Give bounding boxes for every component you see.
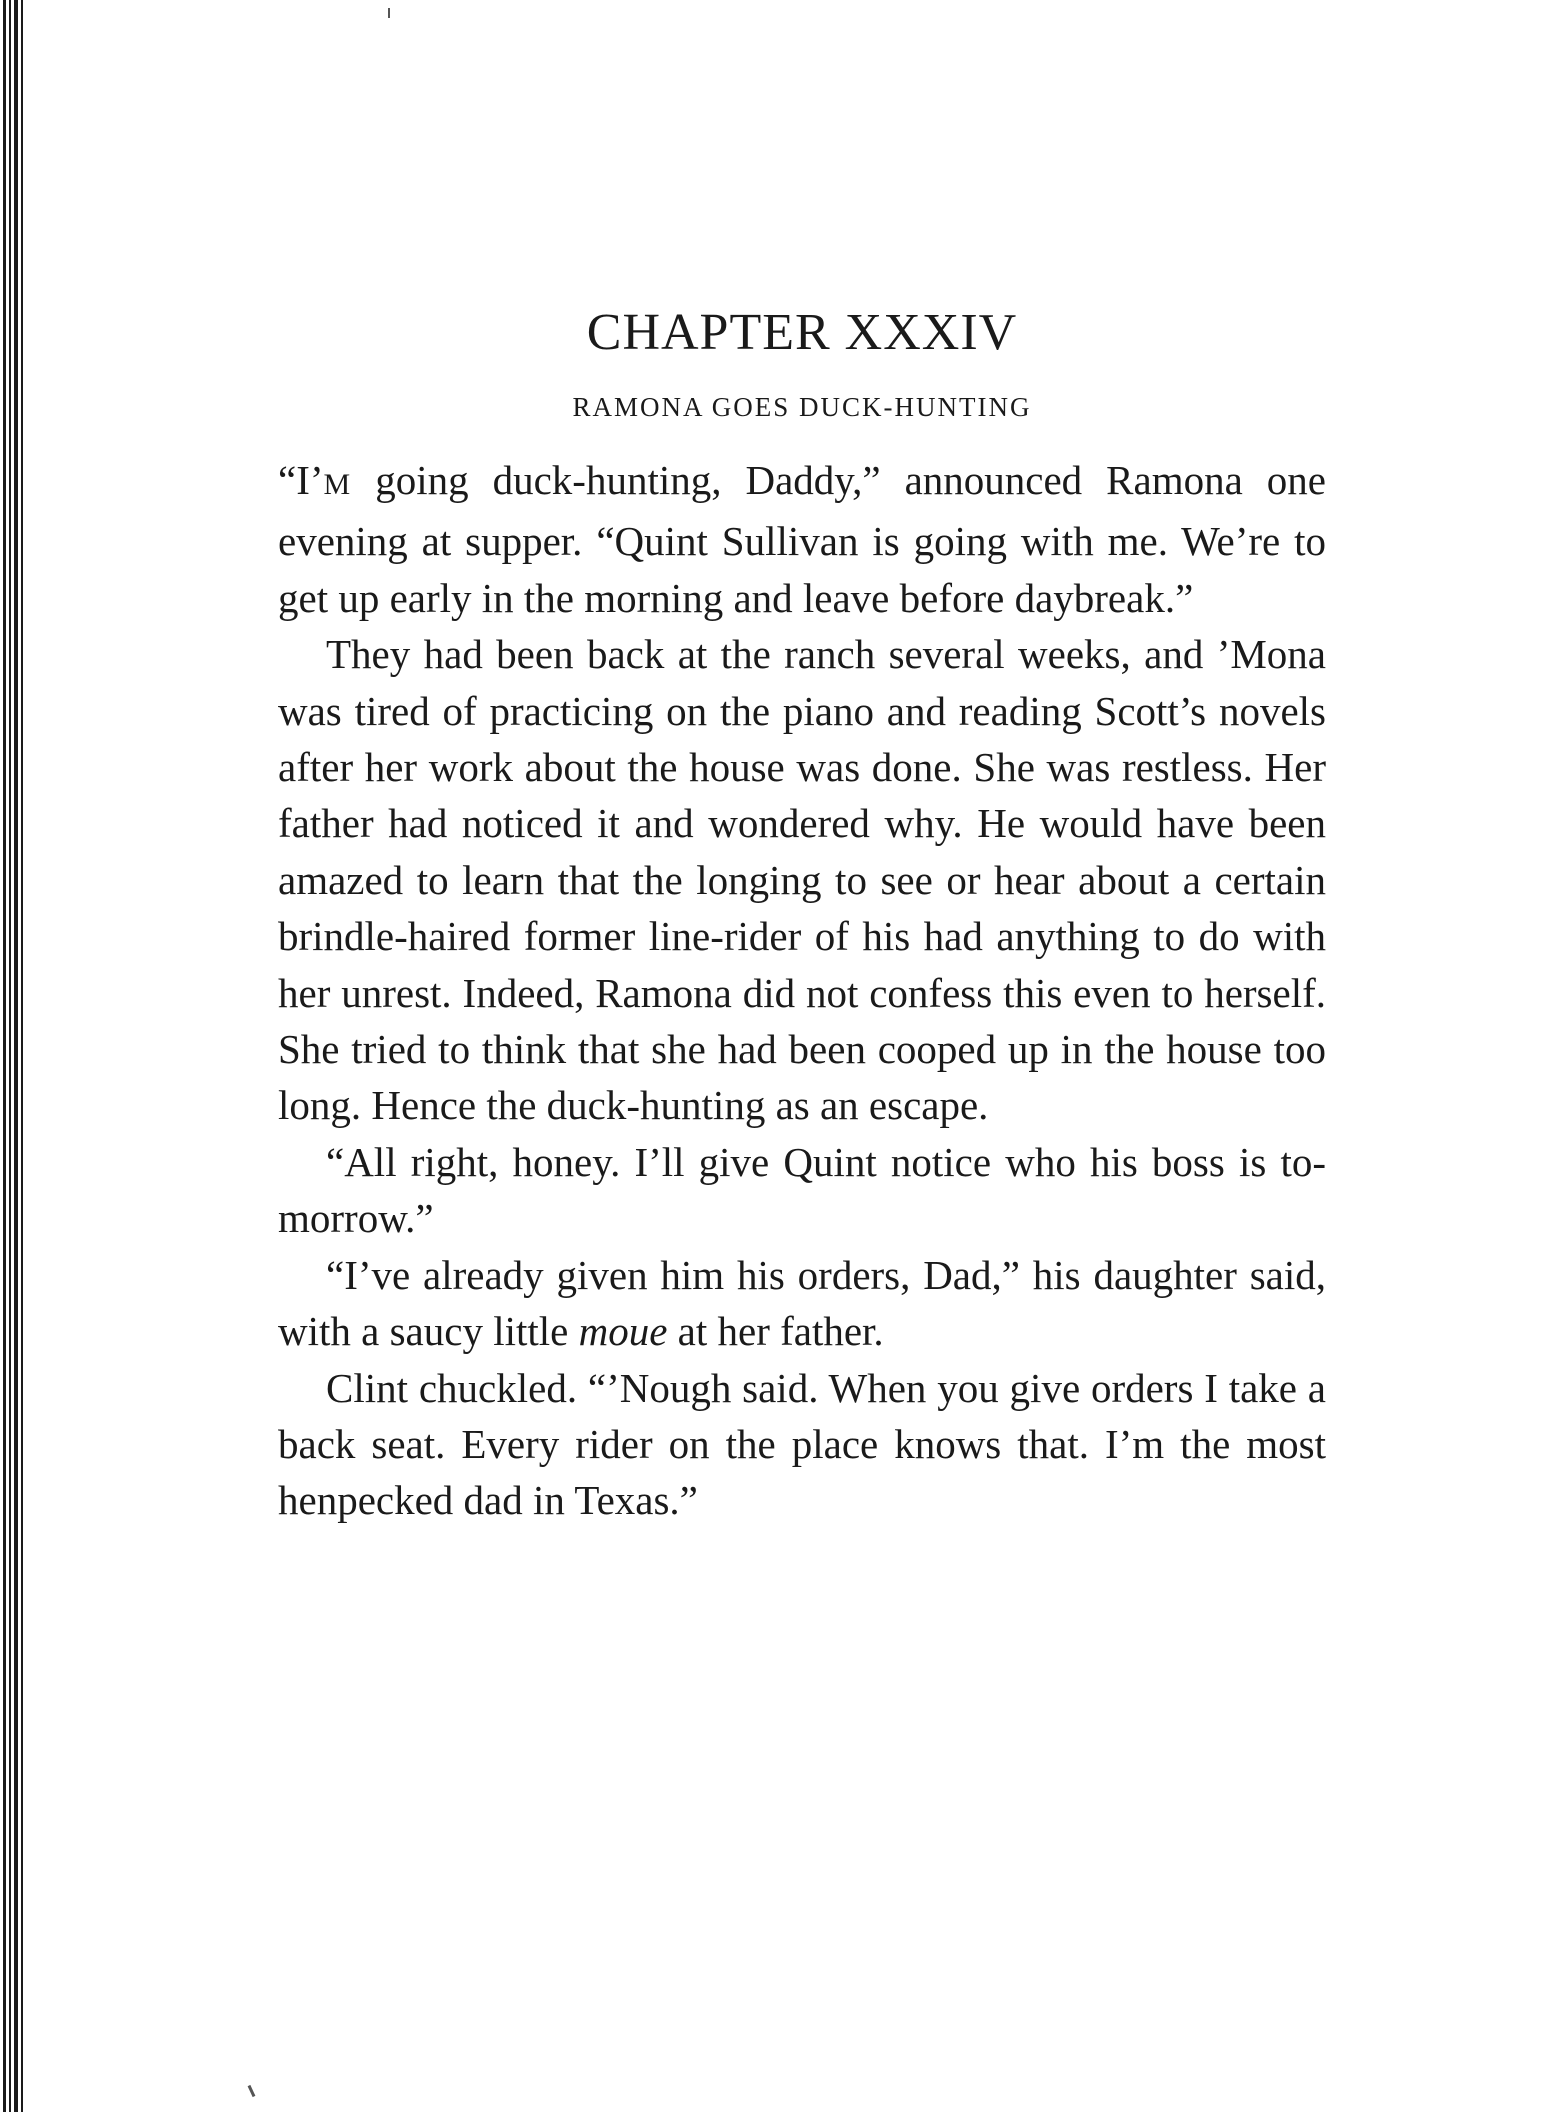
- paragraph-text: going duck-hunting, Daddy,” announced Ramona one evening at supper. “Quint Sullivan is going with me. We’re to get up early in the morning and leave before daybreak.”: [278, 457, 1326, 621]
- italic-word: moue: [578, 1308, 668, 1355]
- paragraph-lead-smallcaps: M: [323, 468, 352, 501]
- paragraph-text: at her father.: [667, 1308, 884, 1355]
- chapter-subtitle: RAMONA GOES DUCK-HUNTING: [572, 392, 1032, 422]
- paragraph: They had been back at the ranch several weeks, and ’Mona was tired of practicing on the piano and reading Scott’s novels after her work about the house was done. She was restless. Her father had noticed it and wondered why. He would have been amazed to learn that the longing to see or hear about a certain brindle-haired former line-rider of his had anything to do with her unrest. Indeed, Ramona did not confess this even to herself. She tried to think that she had been cooped up in the house too long. Hence the duck-hunting as an escape.: [278, 631, 1326, 1129]
- paragraph: “All right, honey. I’ll give Quint notice who his boss is to-morrow.”: [278, 1138, 1326, 1242]
- paragraph-text: “I’ve already given him his orders, Dad,” his daughter said, with a saucy little: [278, 1251, 1326, 1355]
- scan-speck: [248, 2085, 256, 2097]
- paragraph: [278, 452, 1326, 626]
- paragraph: Clint chuckled. “’Nough said. When you give orders I take a back seat. Every rider on the place knows that. I’m the most henpecked dad in Texas.”: [278, 1364, 1326, 1524]
- chapter-title: CHAPTER XXXIV: [586, 304, 1018, 361]
- page-binding-edge: [0, 0, 30, 2112]
- scan-speck: [388, 8, 390, 18]
- chapter-body: [278, 452, 1326, 1529]
- paragraph: [278, 1247, 1326, 1360]
- book-page: [278, 280, 1326, 1529]
- paragraph-lead: “I’: [278, 457, 324, 503]
